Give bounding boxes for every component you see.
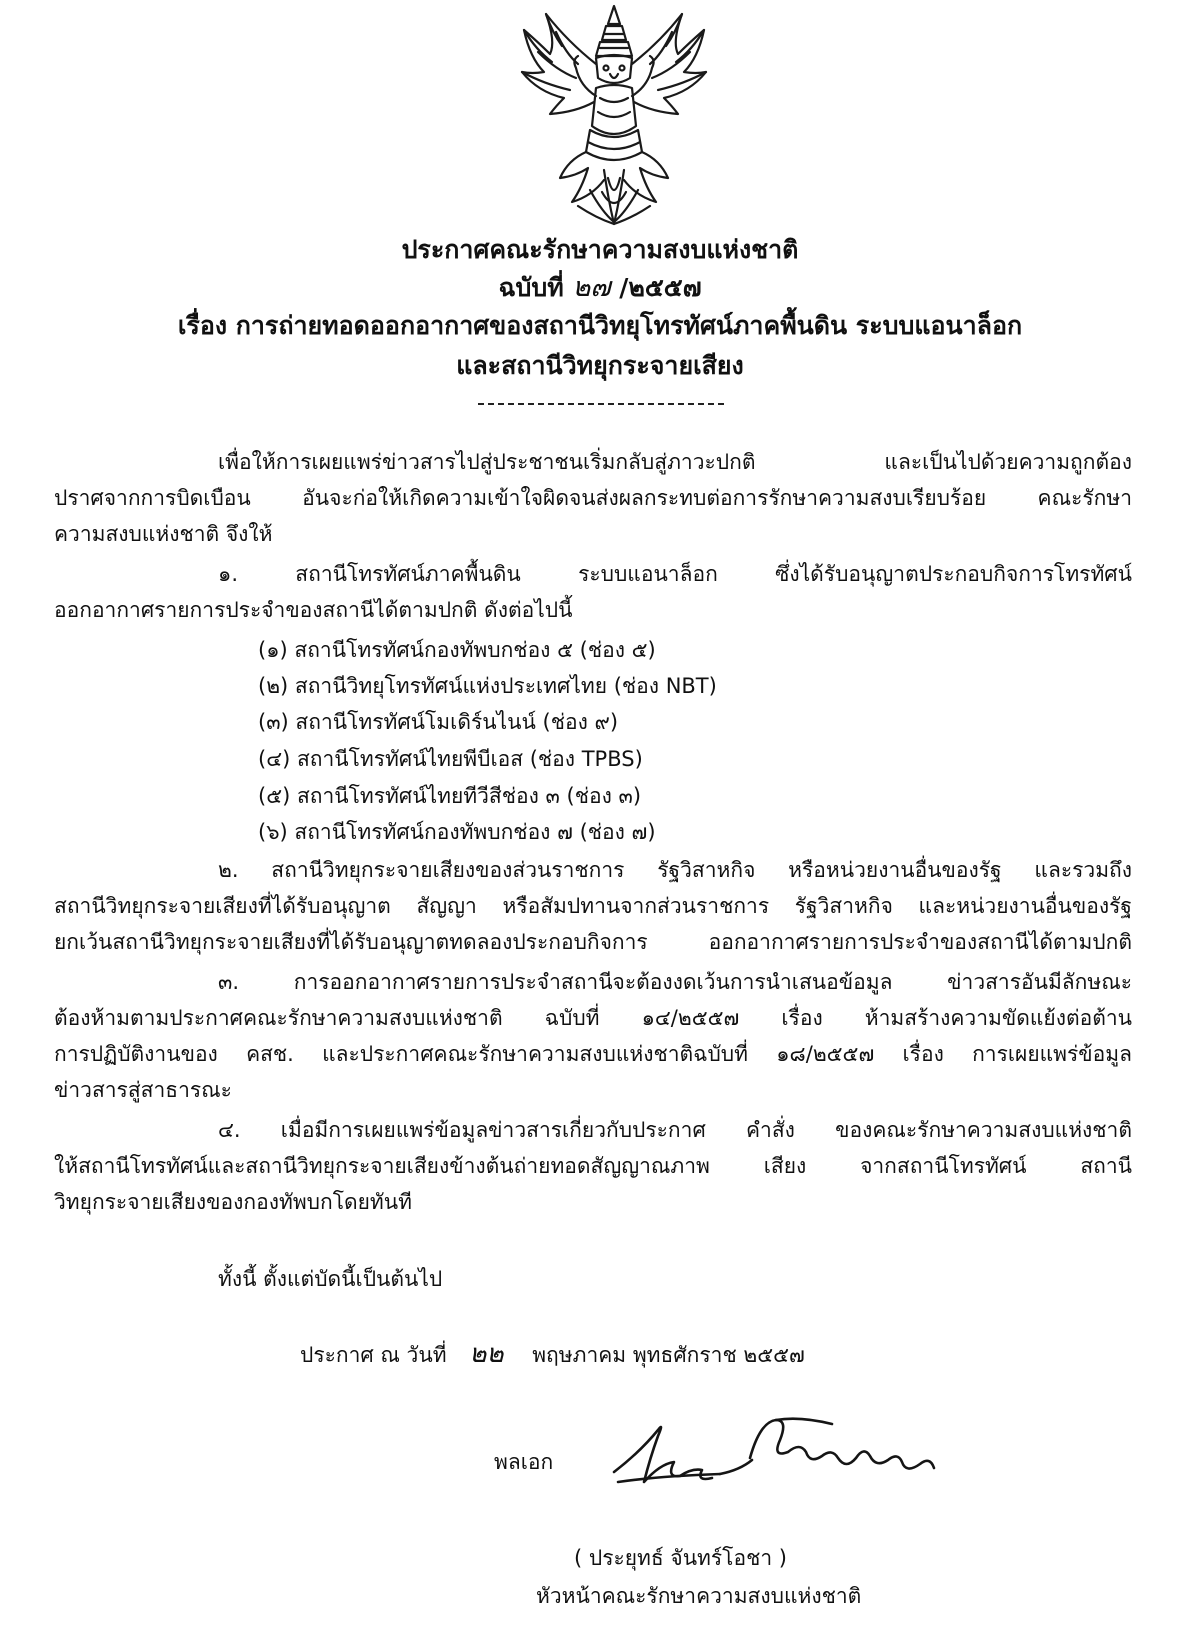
number-year: /๒๕๕๗ [619, 273, 702, 302]
clause-4-line-1: ๔. เมื่อมีการเผยแพร่ข้อมูลข่าวสารเกี่ยวกับประกาศ คำสั่ง ของคณะรักษาความสงบแห่งชาติ [218, 1118, 1132, 1142]
clause-3-line-1: ๓. การออกอากาศรายการประจำสถานีจะต้องงดเว้นการนำเสนอข้อมูล ข่าวสารอันมีลักษณะ [218, 970, 1132, 994]
station-item-4: (๔) สถานีโทรทัศน์ไทยพีบีเอส (ช่อง TPBS) [258, 747, 643, 771]
clause-2-line-2: สถานีวิทยุกระจายเสียงที่ได้รับอนุญาต สัญญา หรือสัมปทานจากส่วนราชการ รัฐวิสาหกิจ และหน่วยงานอื่นของรัฐ [54, 894, 1132, 918]
preamble-line-1: เพื่อให้การเผยแพร่ข่าวสารไปสู่ประชาชนเริ่มกลับสู่ภาวะปกติ และเป็นไปด้วยความถูกต้อง [218, 450, 1132, 474]
signatory-name: ( ประยุทธ์ จันทร์โอชา ) [574, 1546, 787, 1570]
subject-line-2: และสถานีวิทยุกระจายเสียง [456, 351, 744, 380]
station-item-1: (๑) สถานีโทรทัศน์กองทัพบกช่อง ๕ (ช่อง ๕) [258, 638, 656, 662]
announcement-number [0, 272, 1200, 304]
station-item-3: (๓) สถานีโทรทัศน์โมเดิร์นไนน์ (ช่อง ๙) [258, 710, 619, 734]
clause-4-line-3: วิทยุกระจายเสียงของกองทัพบกโดยทันที [54, 1190, 412, 1214]
title-divider [478, 403, 724, 405]
preamble-line-2: ปราศจากการบิดเบือน อันจะก่อให้เกิดความเข้าใจผิดจนส่งผลกระทบต่อการรักษาความสงบเรียบร้อย คณะรักษา [54, 486, 1132, 510]
station-item-2: (๒) สถานีวิทยุโทรทัศน์แห่งประเทศไทย (ช่อง NBT) [258, 674, 717, 698]
announcement-title: ประกาศคณะรักษาความสงบแห่งชาติ [401, 235, 799, 264]
number-handwritten: ๒๗ [572, 272, 611, 303]
date-day-handwritten: ๒๒ [469, 1339, 504, 1369]
clause-1-line-2: ออกอากาศรายการประจำของสถานีได้ตามปกติ ดังต่อไปนี้ [54, 598, 573, 622]
handwritten-signature [600, 1412, 980, 1494]
date-prefix: ประกาศ ณ วันที่ [300, 1343, 447, 1367]
number-prefix: ฉบับที่ [498, 273, 564, 302]
clause-3-line-3: การปฏิบัติงานของ คสช. และประกาศคณะรักษาความสงบแห่งชาติฉบับที่ ๑๘/๒๕๕๗ เรื่อง การเผยแพร่ข้อมูล [54, 1042, 1132, 1066]
effective-statement: ทั้งนี้ ตั้งแต่บัดนี้เป็นต้นไป [218, 1267, 443, 1291]
garuda-emblem-icon [516, 2, 712, 228]
clause-2-line-1: ๒. สถานีวิทยุกระจายเสียงของส่วนราชการ รัฐวิสาหกิจ หรือหน่วยงานอื่นของรัฐ และรวมถึง [218, 858, 1132, 882]
date-month-year: พฤษภาคม พุทธศักราช ๒๕๕๗ [532, 1343, 805, 1367]
signatory-rank: พลเอก [494, 1450, 554, 1474]
preamble-line-3: ความสงบแห่งชาติ จึงให้ [54, 522, 273, 546]
clause-3-line-4: ข่าวสารสู่สาธารณะ [54, 1078, 232, 1102]
signatory-position: หัวหน้าคณะรักษาความสงบแห่งชาติ [536, 1584, 862, 1608]
clause-3-line-2: ต้องห้ามตามประกาศคณะรักษาความสงบแห่งชาติ ฉบับที่ ๑๔/๒๕๕๗ เรื่อง ห้ามสร้างความขัดแย้งต่อต้าน [54, 1006, 1132, 1030]
clause-2-line-3: ยกเว้นสถานีวิทยุกระจายเสียงที่ได้รับอนุญาตทดลองประกอบกิจการ ออกอากาศรายการประจำของสถานีได้ตามปกติ [54, 930, 1132, 954]
clause-4-line-2: ให้สถานีโทรทัศน์และสถานีวิทยุกระจายเสียงข้างต้นถ่ายทอดสัญญาณภาพ เสียง จากสถานีโทรทัศน์ สถานี [54, 1154, 1132, 1178]
station-item-6: (๖) สถานีโทรทัศน์กองทัพบกช่อง ๗ (ช่อง ๗) [258, 820, 656, 844]
station-item-5: (๕) สถานีโทรทัศน์ไทยทีวีสีช่อง ๓ (ช่อง ๓) [258, 784, 642, 808]
announcement-date [300, 1340, 805, 1369]
subject-line-1: เรื่อง การถ่ายทอดออกอากาศของสถานีวิทยุโทรทัศน์ภาคพื้นดิน ระบบแอนาล็อก [177, 311, 1023, 340]
clause-1-line-1: ๑. สถานีโทรทัศน์ภาคพื้นดิน ระบบแอนาล็อก ซึ่งได้รับอนุญาตประกอบกิจการโทรทัศน์ [218, 562, 1132, 586]
